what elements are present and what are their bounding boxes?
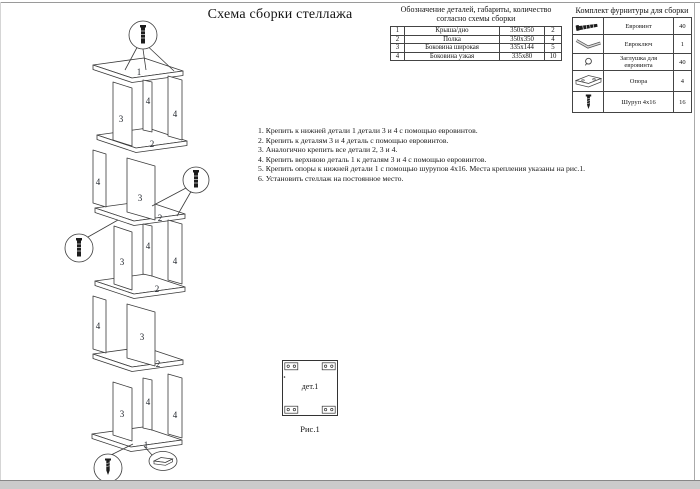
- part-num: 3: [391, 44, 405, 53]
- part-number-label: 3: [119, 409, 125, 419]
- part-number-label: 4: [172, 256, 178, 266]
- hardware-qty: 40: [673, 54, 691, 71]
- screw-icon: [573, 92, 604, 113]
- part-qty: 10: [545, 52, 562, 61]
- instruction-line: 5. Крепить опоры к нижней детали 1 с помощью шурупов 4х16. Места крепления указаны на рис.1.: [258, 164, 586, 174]
- hardware-qty: 40: [673, 18, 691, 35]
- part-number-label: 4: [95, 177, 101, 187]
- hardware-qty: 16: [673, 92, 691, 113]
- part-number-label: 4: [145, 96, 151, 106]
- part-number-label: 4: [172, 410, 178, 420]
- figure-part-label: дет.1: [301, 382, 319, 391]
- part-name: Крыша/дно: [405, 27, 500, 36]
- part-number-label: 4: [95, 321, 101, 331]
- hardware-name: Шуруп 4х16: [604, 92, 674, 113]
- part-name: Боковина широкая: [405, 44, 500, 53]
- instruction-line: 4. Крепить верхнюю деталь 1 к деталям 3 и 4 с помощью евровинтов.: [258, 154, 487, 164]
- part-size: 335х80: [500, 52, 545, 61]
- part-num: 2: [391, 35, 405, 44]
- hardware-table-heading: Комплект фурнитуры для сборки: [575, 6, 689, 15]
- mount-dot: [284, 376, 286, 378]
- hardware-table-block: [570, 6, 694, 113]
- part-number-label: 2: [154, 284, 160, 294]
- parts-heading-line1: Обозначение деталей, габариты, количество: [400, 5, 552, 14]
- part-num: 4: [391, 52, 405, 61]
- eurokey-icon: [573, 35, 604, 54]
- part-number-label: 1: [143, 440, 149, 450]
- eurobolt-icon: [573, 18, 604, 35]
- part-number-label: 2: [157, 213, 163, 223]
- part-name: Полка: [405, 35, 500, 44]
- parts-row: [391, 27, 562, 36]
- hardware-name: Евроключ: [604, 35, 674, 54]
- shelf-exploded-diagram: [0, 0, 260, 489]
- instruction-line: 3. Аналогично крепить все детали 2, 3 и 4.: [258, 145, 398, 155]
- part-name: Боковина узкая: [405, 52, 500, 61]
- page-border-bottom: [0, 480, 700, 489]
- hardware-name: Евровинт: [604, 18, 674, 35]
- parts-row: [391, 52, 562, 61]
- instruction-line: 2. Крепить к деталям 3 и 4 деталь с помощью евровинтов.: [258, 135, 449, 145]
- parts-heading-line2: согласно схемы сборки: [436, 14, 516, 23]
- parts-row: [391, 44, 562, 53]
- hardware-row: [573, 71, 692, 92]
- hardware-qty: 4: [673, 71, 691, 92]
- part-number-label: 1: [136, 67, 142, 77]
- assembly-instructions: [258, 126, 603, 184]
- part-number-label: 4: [145, 397, 151, 407]
- figure-caption: Рис.1: [300, 424, 320, 434]
- cap-icon: [573, 54, 604, 71]
- hardware-qty: 1: [673, 35, 691, 54]
- part-number-label: 3: [139, 332, 145, 342]
- hardware-row: [573, 92, 692, 113]
- part-qty: 2: [545, 27, 562, 36]
- part-number-label: 2: [155, 359, 161, 369]
- part-num: 1: [391, 27, 405, 36]
- parts-table-heading: [384, 5, 568, 23]
- hardware-row: [573, 54, 692, 71]
- parts-row: [391, 35, 562, 44]
- parts-table: [390, 26, 562, 61]
- hardware-row: [573, 35, 692, 54]
- part-size: 335х144: [500, 44, 545, 53]
- hardware-row: [573, 18, 692, 35]
- hardware-table: [572, 17, 692, 113]
- part-number-label: 3: [119, 257, 125, 267]
- hardware-name: Опора: [604, 71, 674, 92]
- instruction-line: 6. Установить стеллаж на постоянное место.: [258, 173, 404, 183]
- part-qty: 4: [545, 35, 562, 44]
- part-number-label: 2: [149, 139, 155, 149]
- page-title: Схема сборки стеллажа: [207, 7, 353, 22]
- part-size: 350х350: [500, 35, 545, 44]
- part-number-label: 4: [145, 241, 151, 251]
- eurobolt-callout-left: [65, 220, 118, 262]
- part-number-label: 4: [172, 109, 178, 119]
- part-number-label: 3: [137, 193, 143, 203]
- figure-ris1: [282, 360, 338, 416]
- hardware-name: Заглушка для евровинта: [604, 54, 674, 71]
- part-number-label: 3: [118, 114, 124, 124]
- support-icon: [573, 71, 604, 92]
- page-border-right: [694, 2, 695, 481]
- parts-table-block: [384, 5, 568, 61]
- instruction-line: 1. Крепить к нижней детали 1 детали 3 и 4 с помощью евровинтов.: [258, 126, 478, 135]
- part-size: 350х350: [500, 27, 545, 36]
- part-qty: 5: [545, 44, 562, 53]
